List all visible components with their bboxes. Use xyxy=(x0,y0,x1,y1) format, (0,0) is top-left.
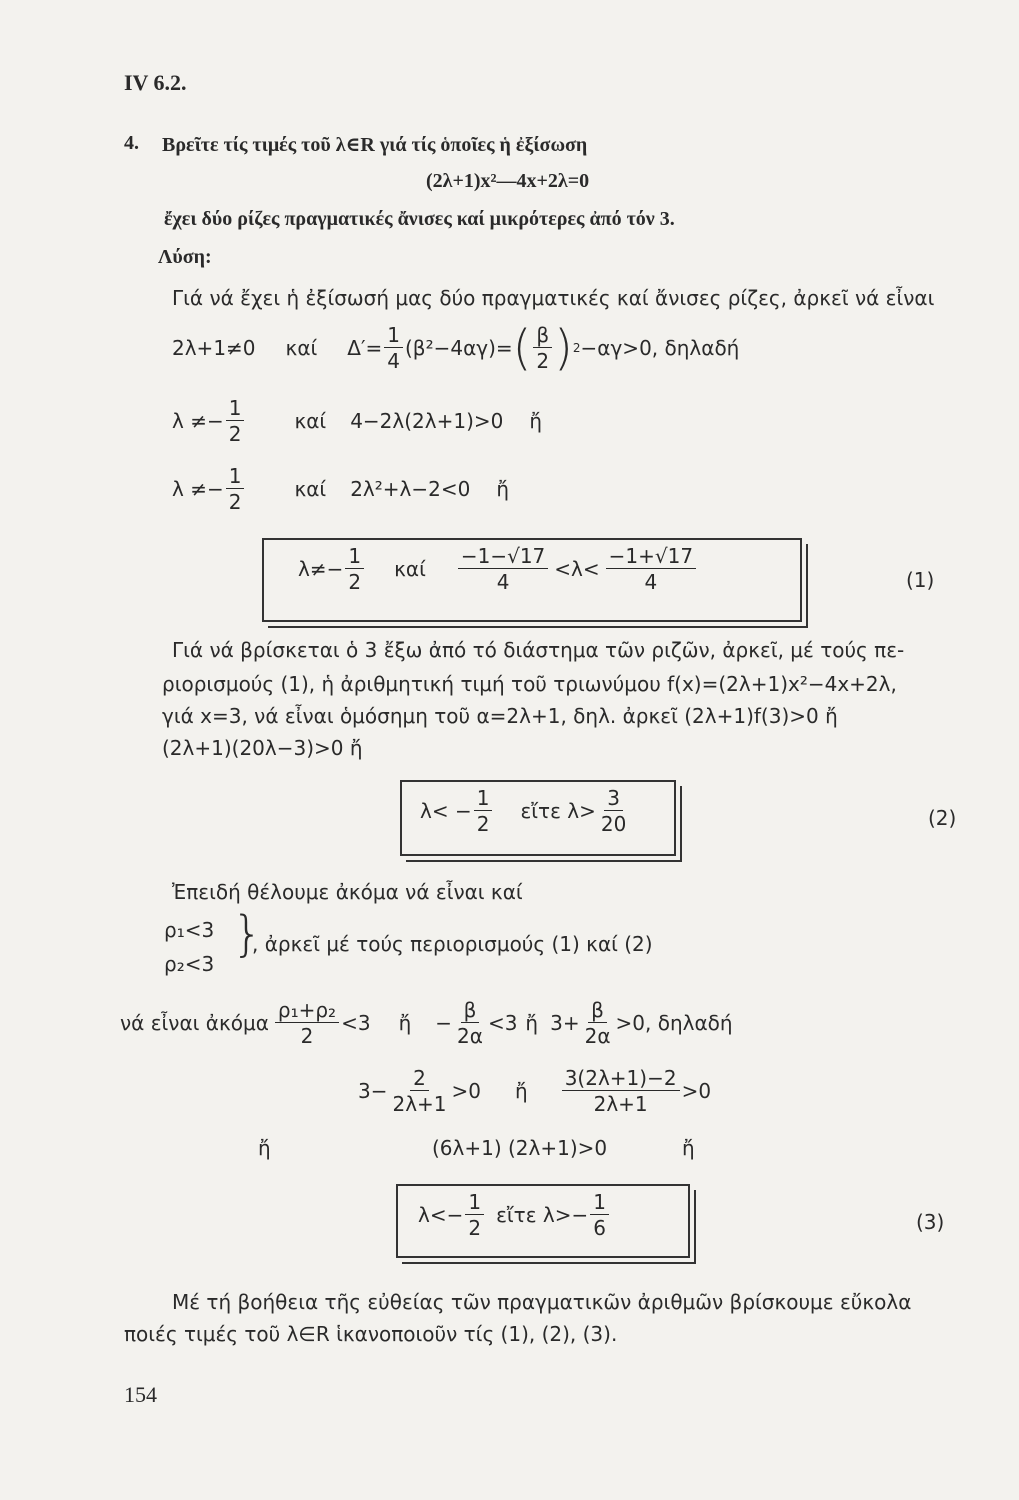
paragraph-4-line-1: Μέ τή βοήθεια τῆς εὐθείας τῶν πραγματικῶν ἀριθμῶν βρίσκουμε εὔκολα xyxy=(172,1290,912,1314)
discriminant-expr: (β²−4αγ)= xyxy=(405,336,513,360)
fraction-beta-half: $\frac{\beta}{2}$ xyxy=(533,325,552,371)
or-word-right: ἤ xyxy=(682,1136,695,1160)
fraction-one-quarter: $\frac{1}{4}$ xyxy=(384,325,403,371)
mean-root-condition: νά εἶναι ἀκόμα $\frac{\text{ρ₁+ρ₂}}{2}$ <3 ἤ − $\frac{\beta}{2\alpha}$ <3 ἤ 3+ $\frac{\beta}{2\alpha}$ >0, δηλαδή xyxy=(120,998,733,1048)
rho1-condition: ρ₁<3 xyxy=(164,918,215,942)
result-1: λ≠− $\frac{1}{2}$ καί $\frac{-1-√17}{4}$ <λ< $\frac{-1+√17}{4}$ xyxy=(298,546,698,592)
equation-label-2: (2) xyxy=(928,806,957,830)
condition-line-3: λ ≠− $\frac{1}{2}$ καί 2λ²+λ−2<0 ἤ xyxy=(172,464,510,514)
suffices-text: , ἀρκεῖ μέ τούς περιορισμούς (1) καί (2) xyxy=(252,932,653,956)
problem-number: 4. xyxy=(124,132,139,154)
paragraph-2-line-2: ριορισμούς (1), ἡ ἀριθμητική τιμή τοῦ τριωνύμου f(x)=(2λ+1)x²−4x+2λ, xyxy=(162,672,897,696)
delta-tail: −αγ>0, δηλαδή xyxy=(580,336,740,360)
paragraph-4-line-2: ποιές τιμές τοῦ λ∈R ἱκανοποιοῦν τίς (1), (2), (3). xyxy=(124,1322,618,1346)
or-word-left: ἤ xyxy=(258,1136,271,1160)
equation-label-1: (1) xyxy=(906,568,935,592)
problem-statement: Βρεῖτε τίς τιμές τοῦ λ∈R γιά τίς ὁποῖες ἡ ἐξίσωση xyxy=(162,134,588,156)
condition-line-1: 2λ+1≠0 καί Δ′= $\frac{1}{4}$ (β²−4αγ)= ( $\frac{\beta}{2}$ ) 2 −αγ>0, δηλαδή xyxy=(172,320,740,376)
rho2-condition: ρ₂<3 xyxy=(164,952,215,976)
delta-label: Δ′= xyxy=(347,336,383,360)
transformed-inequality: 3− $\frac{2}{2\lambda+1}$ >0 ἤ $\frac{3(2\lambda+1)-2}{2\lambda+1}$ >0 xyxy=(358,1066,712,1116)
paragraph-3: Ἐπειδή θέλουμε ἀκόμα νά εἶναι καί xyxy=(172,880,523,904)
fraction-one-half: $\frac{1}{2}$ xyxy=(226,398,245,444)
condition-line-2: λ ≠− $\frac{1}{2}$ καί 4−2λ(2λ+1)>0 ἤ xyxy=(172,396,543,446)
upper-root-fraction: $\frac{-1+√17}{4}$ xyxy=(606,546,696,592)
solution-heading: Λύση: xyxy=(158,246,212,268)
product-inequality: (6λ+1) (2λ+1)>0 xyxy=(432,1136,608,1160)
nonzero-condition: 2λ+1≠0 xyxy=(172,336,256,360)
fraction-one-half: $\frac{1}{2}$ xyxy=(226,466,245,512)
equation-label-3: (3) xyxy=(916,1210,945,1234)
problem-equation: (2λ+1)x²—4x+2λ=0 xyxy=(426,170,590,192)
page-number: 154 xyxy=(124,1382,157,1407)
paragraph-2-line-3: γιά x=3, νά εἶναι ὁμόσημη τοῦ α=2λ+1, δηλ. ἀρκεῖ (2λ+1)f(3)>0 ἤ xyxy=(162,704,838,728)
result-3: λ<− $\frac{1}{2}$ εἴτε λ>− $\frac{1}{6}$ xyxy=(418,1192,611,1238)
problem-continuation: ἔχει δύο ρίζες πραγματικές ἄνισες καί μικρότερες ἀπό τόν 3. xyxy=(164,208,675,230)
solution-paragraph-1: Γιά νά ἔχει ἡ ἐξίσωσή μας δύο πραγματικές καί ἄνισες ρίζες, ἀρκεῖ νά εἶναι xyxy=(172,286,935,310)
paragraph-2-line-4: (2λ+1)(20λ−3)>0 ἤ xyxy=(162,736,363,760)
right-brace: } xyxy=(232,906,263,962)
result-2: λ< − $\frac{1}{2}$ εἴτε λ> $\frac{3}{20}$ xyxy=(420,786,627,836)
section-header: IV 6.2. xyxy=(124,70,187,95)
paragraph-2-line-1: Γιά νά βρίσκεται ὁ 3 ἔξω ἀπό τό διάστημα τῶν ριζῶν, ἀρκεῖ, μέ τούς πε- xyxy=(172,638,905,662)
and-word: καί xyxy=(285,336,318,360)
lower-root-fraction: $\frac{-1-√17}{4}$ xyxy=(458,546,548,592)
